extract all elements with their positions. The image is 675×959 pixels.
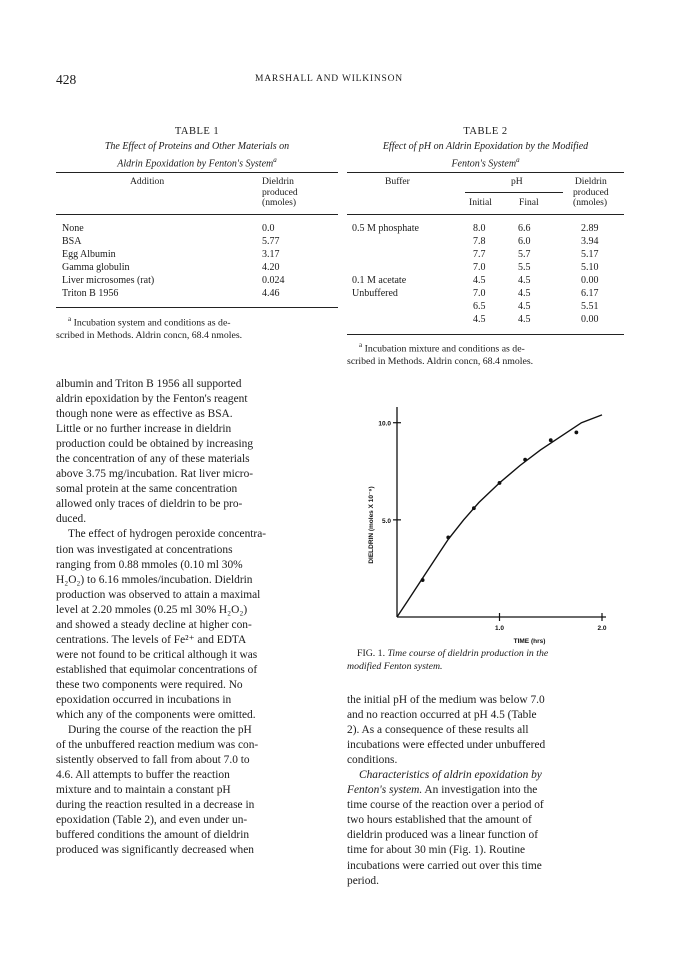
col-header-dieldrin: Dieldrin produced (nmoles): [262, 176, 298, 208]
table-row: Liver microsomes (rat) 0.024: [62, 275, 285, 286]
table-2-caption: [347, 141, 624, 170]
x-tick-label: 1.0: [494, 625, 505, 632]
data-point: [446, 535, 450, 539]
data-point: [472, 506, 476, 510]
table-1-caption-line: Aldrin Epoxidation by Fenton's System$^a$: [117, 155, 277, 169]
table-1-title: TABLE 1: [174, 126, 220, 137]
table-row: 0.1 M acetate 4.5 4.5 0.00: [352, 275, 599, 286]
y-axis-label: DIELDRIN (moles X 10⁻⁹): [368, 486, 375, 564]
left-column-text: albumin and Triton B 1956 all supported aldrin epoxidation by the Fenton's reagent though none were as effective as BSA. Little or no further increase in dieldrin production could be obtained by increasing the concentration of any of these materials above 3.75 mg/incubation. Rat liver micro- somal protein at the same concentration allowed only traces of dieldrin to be pro- duced. The effect of hydrogen peroxide concentra- tion was investigated at concentrations ranging from 0.88 mmoles (0.10 ml 30% H₂O₂) to 6.16 mmoles/incubation. Dieldrin production was observed to attain a maximal level at 2.20 mmoles (0.25 ml 30% H₂O₂) and showed a steady decline at higher con- centrations. The levels of Fe²⁺ and EDTA were not found to be critical although it was established that equimolar concentrations of these two components were required. No epoxidation occurred in incubations in which any of the components were omitted. During the course of the reaction the pH of the unbuffered reaction medium was con- sistently observed to fall from about 7.0 to 4.6. All attempts to buffer the reaction mixture and to maintain a constant pH during the reaction resulted in a decrease in epoxidation (Table 2), and even under un- buffered conditions the amount of dieldrin produced was significantly decreased when: [56, 378, 267, 857]
data-point: [421, 578, 425, 582]
x-tick-label: 2.0: [597, 625, 607, 632]
section-heading: Characteristics of aldrin epoxidation by: [359, 769, 542, 782]
y-tick-label: 5.0: [381, 517, 391, 525]
page-number: 428: [56, 72, 77, 87]
col-header-addition: Addition: [130, 176, 165, 187]
table-1: [56, 126, 338, 356]
table-1-caption-line: The Effect of Proteins and Other Materials on: [104, 141, 290, 152]
table-2-title: TABLE 2: [463, 126, 508, 137]
data-point: [549, 438, 553, 442]
col-header-final: Final: [519, 197, 539, 208]
col-header-dieldrin: Dieldrin produced (nmoles): [573, 176, 609, 208]
table-2: TABLE 2 Effect of pH on Aldrin Epoxidation by the Modified Fenton's System$^a$ Buffer pH Initial Final Dieldrin produced (nmoles) 0.5 M phosphate 8.0 6.6 2.89 7.8 6.0 3.94 7.7 5.7 5.17 7.0 5.5 5.10 0.1 M acetate 4.5 4.5 0.00 Unbuffered 7.0 4.5 6.17 6.5 4.5 5.51 4.5 4.5 0.00 $^a$ Incubation mixture and conditions as de- scribed in Methods. Aldrin concn, 68.4 nmoles.: [347, 126, 624, 381]
table-row: None 0.0: [62, 223, 275, 234]
x-axis-label: TIME (hrs): [513, 638, 546, 645]
table-1-caption: [56, 141, 338, 170]
table-row: Gamma globulin 4.20: [62, 262, 280, 273]
right-column-text: the initial pH of the medium was below 7.0 and no reaction occurred at pH 4.5 (Table 2). As a consequence of these results all incubations were effected under unbuffered conditions. Characteristics of aldrin epoxidation by Fenton's system. An investigation into the time course of the reaction over a period of two hours established that the amount of dieldrin produced was a linear function of time for about 30 min (Fig. 1). Routine incubations were carried out over this time period.: [347, 693, 627, 889]
table-row: Unbuffered 7.0 4.5 6.17: [352, 288, 599, 299]
table-row: BSA 5.77: [62, 236, 280, 247]
table-row: Triton B 1956 4.46: [62, 288, 280, 299]
data-point: [523, 458, 527, 462]
series-line: [397, 415, 602, 617]
data-point: [574, 431, 578, 435]
running-title: MARSHALL AND WILKINSON: [255, 74, 403, 84]
table-2-caption-line: Fenton's System$^a$: [451, 155, 520, 169]
col-header-initial: Initial: [469, 197, 492, 208]
table-2-footnote: $^a$ Incubation mixture and conditions as de- scribed in Methods. Aldrin concn, 68.4 nmoles.: [347, 341, 534, 367]
col-header-ph: pH: [511, 176, 523, 187]
data-point: [498, 481, 502, 485]
time-course-chart: [347, 395, 624, 645]
figure-1-caption: FIG. 1. Time course of dieldrin production in the modified Fenton system.: [347, 648, 549, 672]
figure-1: [347, 395, 624, 645]
table-2-caption-line: Effect of pH on Aldrin Epoxidation by the Modified: [382, 141, 589, 152]
table-row: Egg Albumin 3.17: [62, 249, 280, 260]
col-header-buffer: Buffer: [385, 176, 410, 187]
y-tick-label: 10.0: [378, 420, 391, 428]
table-row: 0.5 M phosphate 8.0 6.6 2.89: [352, 223, 599, 234]
table-1-footnote: $^a$ Incubation system and conditions as de- scribed in Methods. Aldrin concn, 68.4 nmoles.: [56, 315, 243, 341]
